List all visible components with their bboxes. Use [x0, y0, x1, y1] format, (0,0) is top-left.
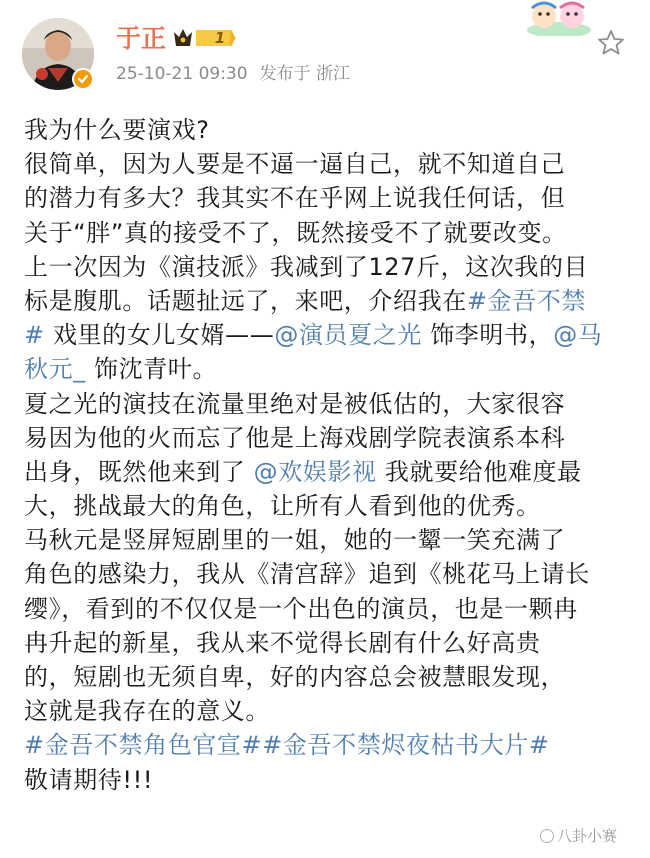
post-text-line — [24, 763, 630, 797]
post-body — [24, 113, 630, 797]
post-text: 夏之光的演技在流量里绝对是被低估的，大家很容 — [24, 389, 566, 418]
post-text-line — [24, 557, 630, 591]
post-text-line — [24, 113, 630, 147]
hashtag-link[interactable]: #金吾不禁角色官宣##金吾不禁烬夜枯书大片# — [24, 731, 550, 760]
post-text-line — [24, 318, 630, 352]
post-text: 缨》，看到的不仅仅是一个出色的演员，也是一颗冉 — [24, 594, 578, 623]
post-header — [0, 0, 650, 100]
mention-link[interactable]: @演员夏之光 — [274, 321, 422, 350]
post-text-line — [24, 352, 630, 386]
post-text: 饰李明书， — [421, 321, 554, 350]
star-outline-icon[interactable] — [596, 28, 626, 58]
mention-link[interactable]: 秋元_ — [24, 355, 86, 384]
cartoon-sticker-icon — [526, 0, 592, 36]
post-text: 关于“胖”真的接受不了，既然接受不了就要改变。 — [24, 218, 567, 247]
post-text-line — [24, 147, 630, 181]
username[interactable]: 于正 — [116, 24, 167, 53]
post-text-line — [24, 455, 630, 489]
post-meta — [116, 63, 350, 85]
hashtag-link[interactable]: #金吾不禁 — [466, 286, 586, 315]
user-level: 1 — [214, 29, 226, 47]
post-text-line — [24, 216, 630, 250]
post-text: 标是腹肌。话题扯远了，来吧，介绍我在 — [24, 286, 467, 315]
post-text: 出身，既然他来到了 — [24, 457, 254, 486]
mention-link[interactable]: @马 — [553, 321, 603, 350]
post-text: 这就是我存在的意义。 — [24, 697, 270, 726]
crown-level-badge-icon[interactable] — [172, 26, 238, 50]
post-text-line — [24, 523, 630, 557]
post-text-line — [24, 660, 630, 694]
post-text: 冉升起的新星，我从来不觉得长剧有什么好高贵 — [24, 628, 541, 657]
post-text: 的，短剧也无须自卑，好的内容总会被慧眼发现， — [24, 663, 566, 691]
hashtag-link[interactable]: # — [24, 321, 45, 350]
mention-link[interactable]: @欢娱影视 — [253, 457, 377, 486]
post-text-line — [24, 181, 630, 215]
post-text-line — [24, 489, 630, 523]
post-text: 大，挑战最大的角色，让所有人看到他的优秀。 — [24, 492, 541, 521]
post-text: 很简单，因为人要是不逼一逼自己，就不知道自己 — [24, 150, 566, 179]
post-text: 我就要给他难度最 — [376, 457, 582, 486]
post-text-line — [24, 387, 630, 421]
post-text: 易因为他的火而忘了他是上海戏剧学院表演系本科 — [24, 423, 566, 452]
post-text-line — [24, 694, 630, 728]
post-text-line — [24, 421, 630, 455]
post-text-line — [24, 250, 630, 284]
post-location: 发布于 浙江 — [259, 64, 350, 84]
post-text: 角色的感染力，我从《清宫辞》追到《桃花马上请长 — [24, 560, 590, 589]
post-text: 敬请期待!!! — [24, 765, 154, 794]
watermark-icon — [540, 829, 554, 843]
post-timestamp: 25-10-21 09:30 — [116, 64, 248, 84]
post-text: 戏里的女儿女婿—— — [44, 321, 275, 350]
post-text: 的潜力有多大？我其实不在乎网上说我任何话，但 — [24, 184, 566, 213]
post-text: 马秋元是竖屏短剧里的一姐，她的一颦一笑充满了 — [24, 526, 566, 555]
post-text: 我为什么要演戏? — [24, 116, 210, 144]
watermark-text: 八卦小赛 — [557, 827, 618, 845]
watermark — [540, 826, 617, 846]
post-text-line — [24, 728, 630, 762]
verified-badge-icon — [72, 68, 94, 90]
post-text-line — [24, 284, 630, 318]
post-text-line — [24, 626, 630, 660]
post-text-line — [24, 592, 630, 626]
post-text: 饰沈青叶。 — [85, 355, 218, 384]
post-text: 上一次因为《演技派》我减到了127斤，这次我的目 — [24, 252, 589, 281]
